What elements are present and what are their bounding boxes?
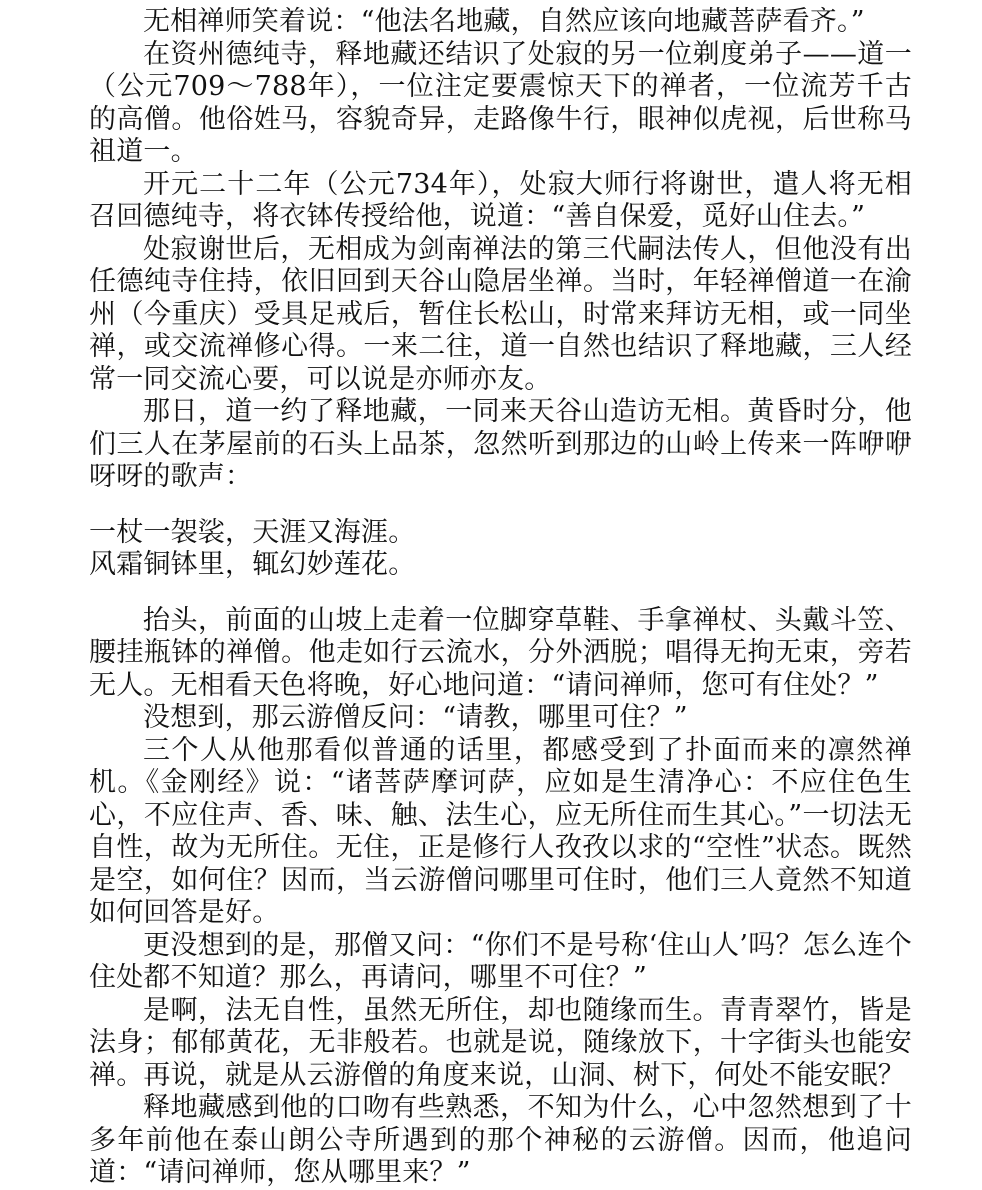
poem — [89, 517, 912, 582]
paragraph: 开元二十二年（公元734年），处寂大师行将谢世，遣人将无相召回德纯寺，将衣钵传授给他，说道：“善自保爱，觅好山住去。” — [89, 168, 912, 232]
paragraph: 那日，道一约了释地藏，一同来天谷山造访无相。黄昏时分，他们三人在茅屋前的石头上品茶，忽然听到那边的山岭上传来一阵咿咿呀呀的歌声： — [89, 396, 912, 492]
paragraph: 是啊，法无自性，虽然无所住，却也随缘而生。青青翠竹，皆是法身；郁郁黄花，无非般若。也就是说，随缘放下，十字街头也能安禅。再说，就是从云游僧的角度来说，山洞、树下，何处不能安眠？ — [89, 994, 912, 1091]
paragraph: 没想到，那云游僧反问：“请教，哪里可住？” — [143, 702, 688, 733]
paragraph: 在资州德纯寺，释地藏还结识了处寂的另一位剃度弟子——道一（公元709～788年），一位注定要震惊天下的禅者，一位流芳千古的高僧。他俗姓马，容貌奇异，走路像牛行，眼神似虎视，后世称马祖道一。 — [89, 38, 912, 167]
paragraph: 抬头，前面的山坡上走着一位脚穿草鞋、手拿禅杖、头戴斗笠、腰挂瓶钵的禅僧。他走如行云流水，分外洒脱；唱得无拘无束，旁若无人。无相看天色将晚，好心地问道：“请问禅师，您可有住处？” — [89, 604, 912, 701]
paragraph: 释地藏感到他的口吻有些熟悉，不知为什么，心中忽然想到了十多年前他在泰山朗公寺所遇到的那个神秘的云游僧。因而，他追问道：“请问禅师，您从哪里来？” — [89, 1092, 912, 1188]
paragraph: 三个人从他那看似普通的话里，都感受到了扑面而来的凛然禅机。《金刚经》说：“诸菩萨摩诃萨，应如是生清净心：不应住色生心，不应住声、香、味、触、法生心，应无所住而生其心。”一切法无自性，故为无所住。无住，正是修行人孜孜以求的“空性”状态。既然是空，如何住？因而，当云游僧问哪里可住时，他们三人竟然不知道如何回答是好。 — [89, 734, 912, 928]
poem-line: 一杖一袈裟，天涯又海涯。 — [89, 516, 416, 548]
poem-line: 风霜铜钵里，辄幻妙莲花。 — [89, 549, 416, 580]
paragraph: 更没想到的是，那僧又问：“你们不是号称‘住山人’吗？怎么连个住处都不知道？那么，再请问，哪里不可住？” — [89, 929, 912, 993]
paragraph: 处寂谢世后，无相成为剑南禅法的第三代嗣法传人，但他没有出任德纯寺住持，依旧回到天谷山隐居坐禅。当时，年轻禅僧道一在渝州（今重庆）受具足戒后，暂住长松山，时常来拜访无相，或一同坐禅，或交流禅修心得。一来二往，道一自然也结识了释地藏，三人经常一同交流心要，可以说是亦师亦友。 — [89, 233, 912, 395]
paragraph: 无相禅师笑着说：“他法名地藏，自然应该向地藏菩萨看齐。” — [143, 6, 865, 37]
